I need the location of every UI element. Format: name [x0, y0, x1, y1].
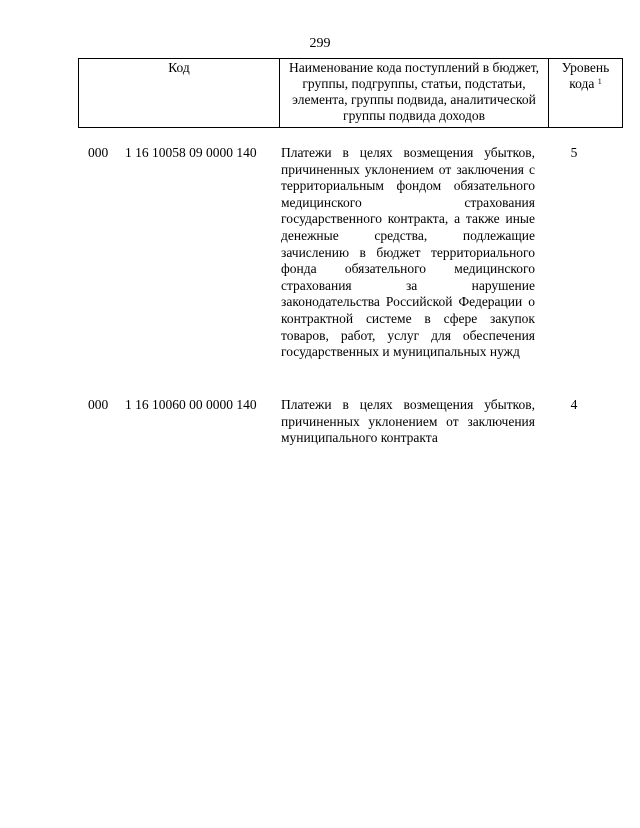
table-header	[78, 58, 623, 128]
code-level: 5	[570, 145, 578, 160]
page-number: 299	[309, 36, 331, 51]
revenue-code: 1 16 10060 00 0000 140	[125, 397, 257, 412]
header-name: Наименование кода поступлений в бюджет, группы, подгруппы, статьи, подстатьи, элемента, группы подвида, аналитической группы подвида доходов	[280, 59, 549, 128]
header-code: Код	[79, 59, 280, 128]
admin-code: 000	[88, 397, 109, 412]
revenue-name: Платежи в целях возмещения убытков, причиненных уклонением от заключения муниципального контракта	[281, 397, 535, 446]
header-level	[549, 59, 623, 128]
revenue-name: Платежи в целях возмещения убытков, причиненных уклонением от заключения с территориальным фондом обязательного медицинского страхования государственного контракта, а также иные денежные средства, подлежащие зачислению в бюджет территориального фонда обязательного медицинского страхования за нарушение законодательства Российской Федерации о контрактной системе в сфере закупок товаров, работ, услуг для обеспечения государственных и муниципальных нужд	[281, 145, 535, 360]
code-level: 4	[570, 397, 578, 412]
footnote-marker: 1	[597, 77, 602, 86]
header-level-label: Уровень кода	[561, 60, 610, 91]
revenue-code: 1 16 10058 09 0000 140	[125, 145, 257, 160]
admin-code: 000	[88, 145, 109, 160]
